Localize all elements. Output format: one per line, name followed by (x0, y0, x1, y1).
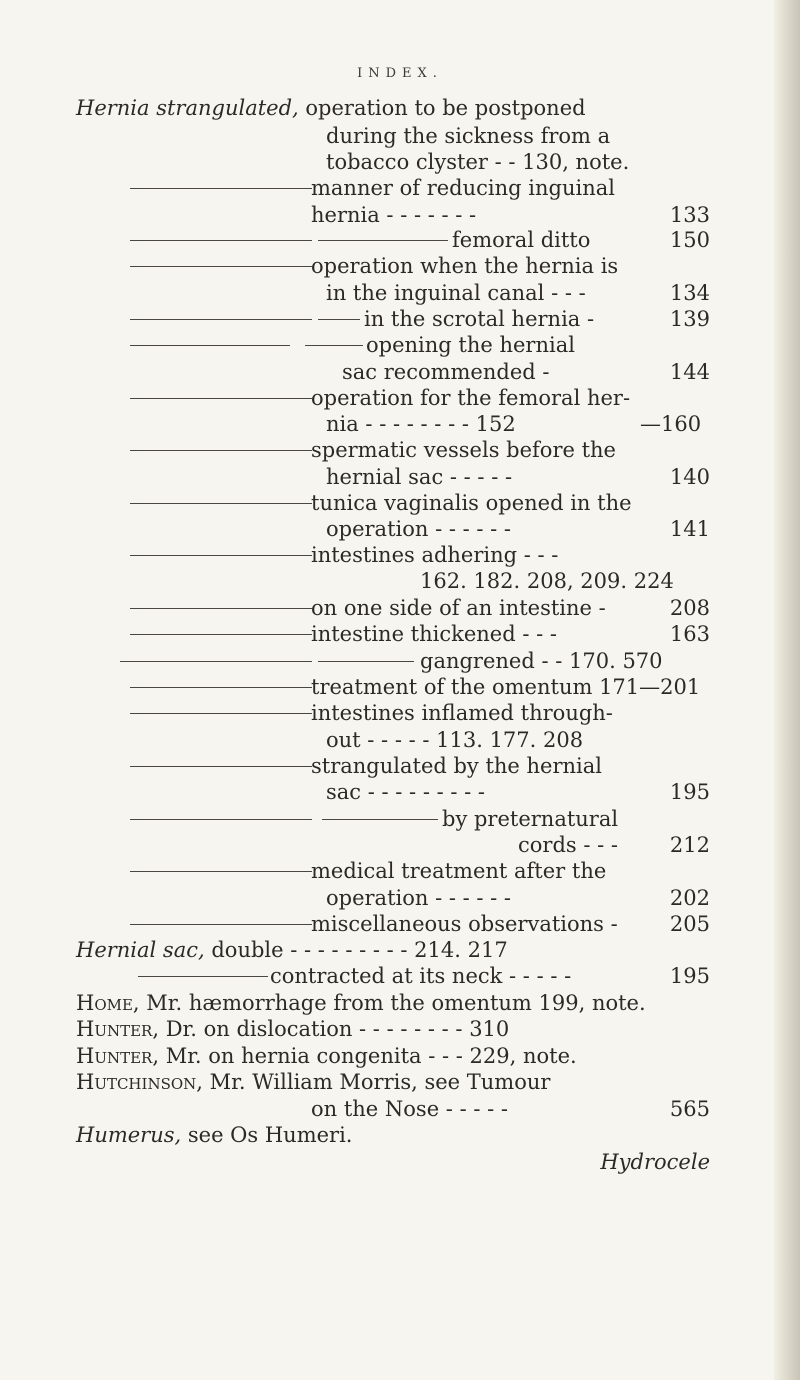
ditto-dash (130, 766, 312, 767)
entry-text: in the scrotal hernia - (364, 307, 595, 331)
ditto-dash (130, 345, 290, 346)
entry-text: contracted at its neck - - - - - (270, 964, 572, 988)
entry-text: operation when the hernia is (311, 254, 619, 278)
ditto-dash (130, 266, 312, 267)
entry-text: gangrened - - 170. 570 (420, 649, 663, 673)
entry-text: intestines inflamed through- (311, 701, 613, 725)
entry-text: see Os Humeri. (181, 1123, 353, 1147)
ditto-dash (318, 661, 414, 662)
ditto-dash (318, 319, 360, 320)
ditto-dash (130, 319, 312, 320)
index-entry (76, 1119, 352, 1151)
ditto-dash (130, 687, 312, 688)
entry-name: Home (76, 991, 133, 1015)
entry-text: tunica vaginalis opened in the (311, 491, 632, 515)
entry-text: miscellaneous observations - (311, 912, 618, 936)
ditto-dash (120, 661, 312, 662)
running-head: INDEX. (357, 66, 443, 81)
entry-text: medical treatment after the (311, 859, 607, 883)
entry-name: Hunter (76, 1044, 153, 1068)
entry-continuation: on the Nose - - - - - (311, 1097, 508, 1121)
entry-text: , Mr. hæmorrhage from the omentum 199, note. (132, 991, 646, 1015)
ditto-dash (130, 503, 312, 504)
entry-heading: Hernia strangulated, (76, 96, 299, 120)
entry-continuation: tobacco clyster - - 130, note. (326, 150, 630, 174)
entry-heading: Hernial sac, (76, 938, 205, 962)
ditto-dash (130, 240, 312, 241)
entry-text: double - - - - - - - - - 214. 217 (211, 938, 508, 962)
entry-continuation: hernial sac - - - - - (326, 465, 513, 489)
entry-continuation: sac recommended - (342, 360, 550, 384)
ditto-dash (138, 976, 268, 977)
page-ref: 565 (669, 1097, 710, 1121)
entry-text: intestines adhering - - - (311, 543, 559, 567)
entry-continuation: operation - - - - - - (326, 886, 512, 910)
entry-text: femoral ditto (452, 228, 591, 252)
entry-text: , Mr. William Morris, see Tumour (196, 1070, 551, 1094)
ditto-dash (318, 240, 448, 241)
page-ref: 150 (669, 228, 710, 252)
entry-text: by preternatural (442, 807, 619, 831)
ditto-dash (322, 819, 438, 820)
page-ref: 195 (669, 964, 710, 988)
entry-text: spermatic vessels before the (311, 438, 616, 462)
page-ref: 208 (669, 596, 710, 620)
ditto-dash (130, 188, 312, 189)
ditto-dash (305, 345, 363, 346)
entry-continuation: nia - - - - - - - - 152 (326, 412, 516, 436)
entry-text: , Dr. on dislocation - - - - - - - - 310 (152, 1017, 510, 1041)
entry-continuation: sac - - - - - - - - - (326, 780, 485, 804)
ditto-dash (130, 634, 312, 635)
page-ref: 134 (669, 281, 710, 305)
entry-name: Hutchinson (76, 1070, 197, 1094)
entry-text: treatment of the omentum 171—201 (311, 675, 701, 699)
entry-text: manner of reducing inguinal (311, 176, 615, 200)
page-ref: —160 (640, 412, 702, 436)
page-ref: 141 (669, 517, 710, 541)
page-ref: 144 (669, 360, 710, 384)
page-ref: 202 (669, 886, 710, 910)
entry-name: Hunter (76, 1017, 153, 1041)
ditto-dash (130, 450, 312, 451)
entry-heading: Humerus, (76, 1123, 182, 1147)
entry-continuation: operation - - - - - - (326, 517, 512, 541)
entry-continuation: in the inguinal canal - - - (326, 281, 586, 305)
ditto-dash (130, 819, 312, 820)
catchword: Hydrocele (600, 1150, 710, 1174)
ditto-dash (130, 871, 312, 872)
entry-text: on one side of an intestine - (311, 596, 606, 620)
page-ref: 205 (669, 912, 710, 936)
ditto-dash (130, 398, 312, 399)
entry-text: , Mr. on hernia congenita - - - 229, note. (152, 1044, 577, 1068)
ditto-dash (130, 608, 312, 609)
entry-text: operation for the femoral her- (311, 386, 631, 410)
entry-continuation: out - - - - - 113. 177. 208 (326, 728, 584, 752)
entry-continuation: cords - - - (518, 833, 618, 857)
entry-continuation: 162. 182. 208, 209. 224 (420, 569, 674, 593)
entry-text: intestine thickened - - - (311, 622, 557, 646)
entry-continuation: hernia - - - - - - - (311, 203, 477, 227)
ditto-dash (130, 713, 312, 714)
entry-text: operation to be postponed (305, 96, 586, 120)
page-ref: 195 (669, 780, 710, 804)
ditto-dash (130, 924, 312, 925)
page-ref: 140 (669, 465, 710, 489)
entry-text: opening the hernial (366, 333, 575, 357)
page-ref: 212 (669, 833, 710, 857)
page-ref: 163 (669, 622, 710, 646)
page-ref: 133 (669, 203, 710, 227)
entry-continuation: during the sickness from a (326, 124, 611, 148)
page-ref: 139 (669, 307, 710, 331)
ditto-dash (130, 555, 312, 556)
entry-text: strangulated by the hernial (311, 754, 603, 778)
